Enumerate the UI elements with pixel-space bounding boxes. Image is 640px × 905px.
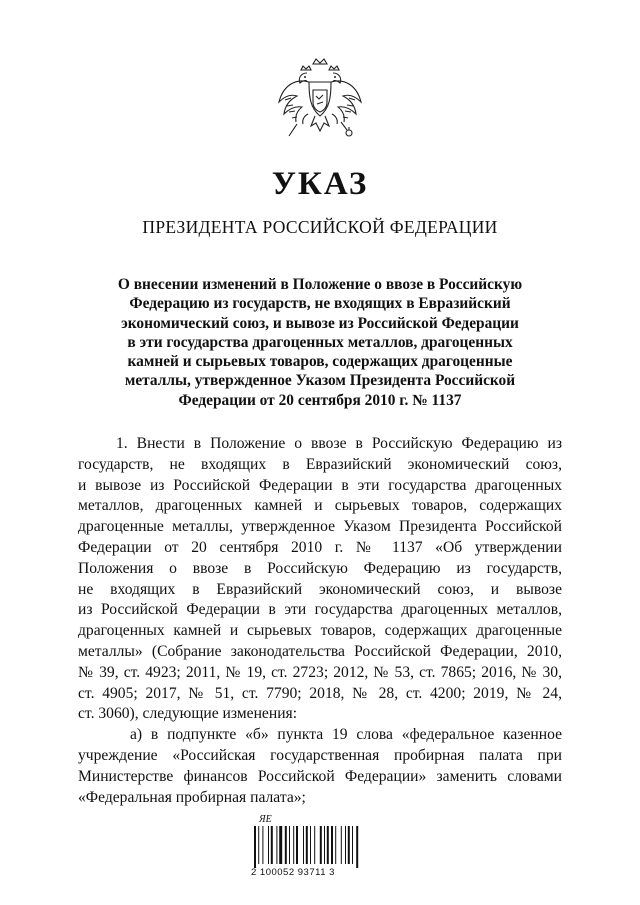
barcode-bar: [348, 826, 350, 864]
barcode-bar: [345, 826, 346, 864]
barcode-digits: 2 100052 93711 3: [251, 867, 335, 878]
body-line: драгоценных камней и сырьевых товаров, содержащих драгоценные: [78, 622, 562, 640]
barcode-bar: [285, 826, 287, 864]
body-line: учреждение «Российская государственная пробирная палата при: [78, 746, 562, 764]
body-line: Федерации от 20 сентября 2010 г. № 1137 «Об утверждении: [78, 538, 562, 556]
barcode-bar: [310, 826, 311, 864]
barcode-bar: [254, 826, 256, 868]
barcode-bar: [352, 826, 353, 864]
coat-of-arms-emblem: [275, 56, 365, 146]
heading-line: камней и сырьевых товаров, содержащих драгоценные: [127, 353, 513, 371]
decree-heading: [100, 275, 540, 410]
barcode-bar: [324, 826, 325, 864]
barcode-bar: [271, 826, 273, 864]
body-line: «Федеральная пробирная палата»;: [78, 788, 306, 806]
barcode-bar: [303, 826, 304, 864]
barcode-bar: [296, 826, 298, 864]
barcode-bar: [356, 826, 358, 868]
heading-line: Федерации от 20 сентября 2010 г. № 1137: [178, 391, 462, 409]
body-line: Министерстве финансов Российской Федерации» заменить словами: [78, 767, 562, 785]
barcode-bar: [279, 826, 282, 864]
barcode-bar: [335, 826, 336, 864]
barcode-bar: [306, 826, 308, 864]
barcode-bar: [314, 826, 315, 864]
document-subtitle: ПРЕЗИДЕНТА РОССИЙСКОЙ ФЕДЕРАЦИИ: [142, 217, 498, 237]
barcode-mark: ЯЕ: [259, 814, 272, 825]
body-line: а) в подпункте «б» пункта 19 слова «федеральное казенное: [130, 726, 562, 744]
body-line: ст. 3060), следующие изменения:: [78, 705, 298, 723]
body-line: 1. Внести в Положение о ввозе в Российскую Федерацию из: [116, 435, 562, 452]
barcode-bar: [331, 826, 333, 864]
body-line: металлы» (Собрание законодательства Российской Федерации, 2010,: [78, 642, 562, 660]
body-line: ст. 4905; 2017, № 51, ст. 7790; 2018, № 28, ст. 4200; 2019, № 24,: [78, 684, 562, 702]
barcode-bar: [268, 826, 269, 864]
body-line: из Российской Федерации в эти государства драгоценных металлов,: [78, 601, 562, 619]
barcode-bar: [258, 826, 259, 864]
decree-body: [78, 434, 562, 808]
heading-line: экономический союз, и вывозе из Российской Федерации: [121, 314, 519, 332]
document-title: УКАЗ: [271, 166, 369, 202]
heading-line: в эти государства драгоценных металлов, драгоценных: [127, 333, 513, 351]
barcode-bar: [320, 826, 322, 864]
barcode-bar: [276, 826, 277, 864]
body-line: и вывозе из Российской Федерации в эти государства драгоценных: [78, 476, 562, 494]
body-line: металлов, драгоценных камней и сырьевых товаров, содержащих: [78, 497, 562, 515]
barcode-bar: [289, 826, 290, 864]
body-line: драгоценные металлы, утвержденное Указом Президента Российской: [78, 518, 562, 536]
body-line: государств, не входящих в Евразийский экономический союз,: [78, 455, 562, 473]
body-line: не входящих в Евразийский экономический союз, и вывозе: [78, 580, 562, 598]
barcode-bar: [293, 826, 294, 864]
barcode-bar: [262, 826, 263, 864]
heading-line: металлы, утвержденное Указом Президента Российской: [124, 372, 516, 390]
heading-line: Федерацию из государств, не входящих в Евразийский: [129, 295, 511, 313]
barcode-bar: [341, 826, 342, 864]
body-line: Положения о ввозе в Российскую Федерацию из государств,: [78, 559, 562, 577]
body-line: № 39, ст. 4923; 2011, № 19, ст. 2723; 2012, № 53, ст. 7865; 2016, № 30,: [78, 663, 562, 681]
heading-line: О внесении изменений в Положение о ввозе в Российскую: [117, 276, 523, 293]
barcode-bar: [327, 826, 329, 864]
